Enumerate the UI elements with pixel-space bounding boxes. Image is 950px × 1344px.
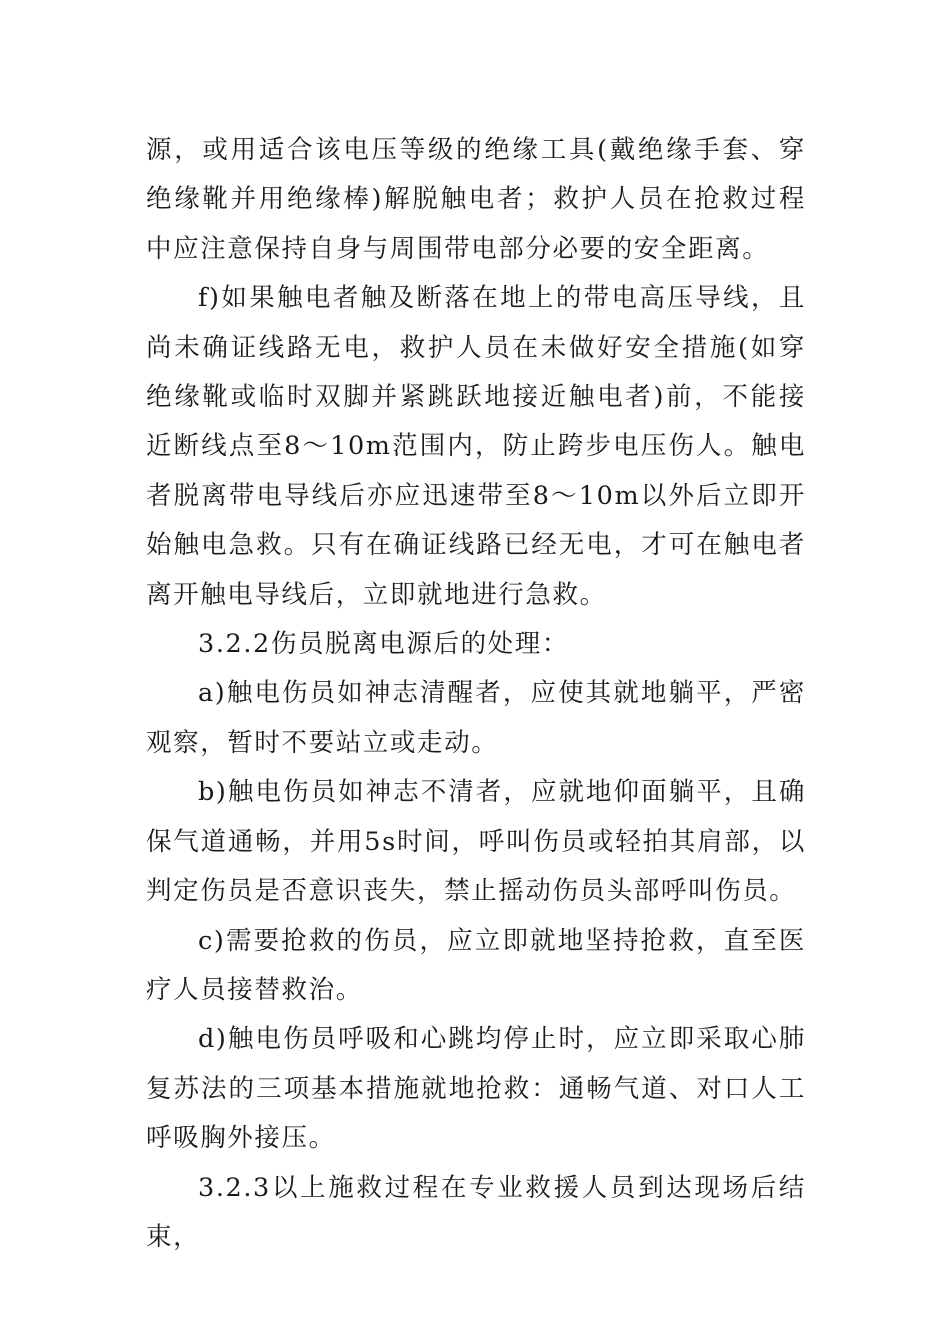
- paragraph-item-a: a)触电伤员如神志清醒者，应使其就地躺平，严密观察，暂时不要站立或走动。: [146, 678, 806, 758]
- document-body: [146, 126, 806, 1262]
- paragraph-item-b: b)触电伤员如神志不清者，应就地仰面躺平，且确保气道通畅，并用5s时间，呼叫伤员或轻拍其肩部，以判定伤员是否意识丧失，禁止摇动伤员头部呼叫伤员。: [146, 777, 806, 907]
- section-heading-3-2-2: 3.2.2伤员脱离电源后的处理：: [198, 629, 569, 660]
- paragraph-item-c: c)需要抢救的伤员，应立即就地坚持抢救，直至医疗人员接替救治。: [146, 925, 806, 1005]
- paragraph-continuation: 源，或用适合该电压等级的绝缘工具(戴绝缘手套、穿绝缘靴并用绝缘棒)解脱触电者；救护人员在抢救过程中应注意保持自身与周围带电部分必要的安全距离。: [146, 135, 806, 264]
- section-heading-3-2-3: 3.2.3以上施救过程在专业救援人员到达现场后结束，: [146, 1172, 806, 1252]
- paragraph-item-d: d)触电伤员呼吸和心跳均停止时，应立即采取心肺复苏法的三项基本措施就地抢救：通畅气道、对口人工呼吸胸外接压。: [146, 1024, 806, 1154]
- paragraph-item-f: f)如果触电者触及断落在地上的带电高压导线，且尚未确证线路无电，救护人员在未做好安全措施(如穿绝缘靴或临时双脚并紧跳跃地接近触电者)前，不能接近断线点至8～10m范围内，防止跨步电压伤人。触电者脱离带电导线后亦应迅速带至8～10m以外后立即开始触电急救。只有在确证线路已经无电，才可在触电者离开触电导线后，立即就地进行急救。: [146, 283, 806, 610]
